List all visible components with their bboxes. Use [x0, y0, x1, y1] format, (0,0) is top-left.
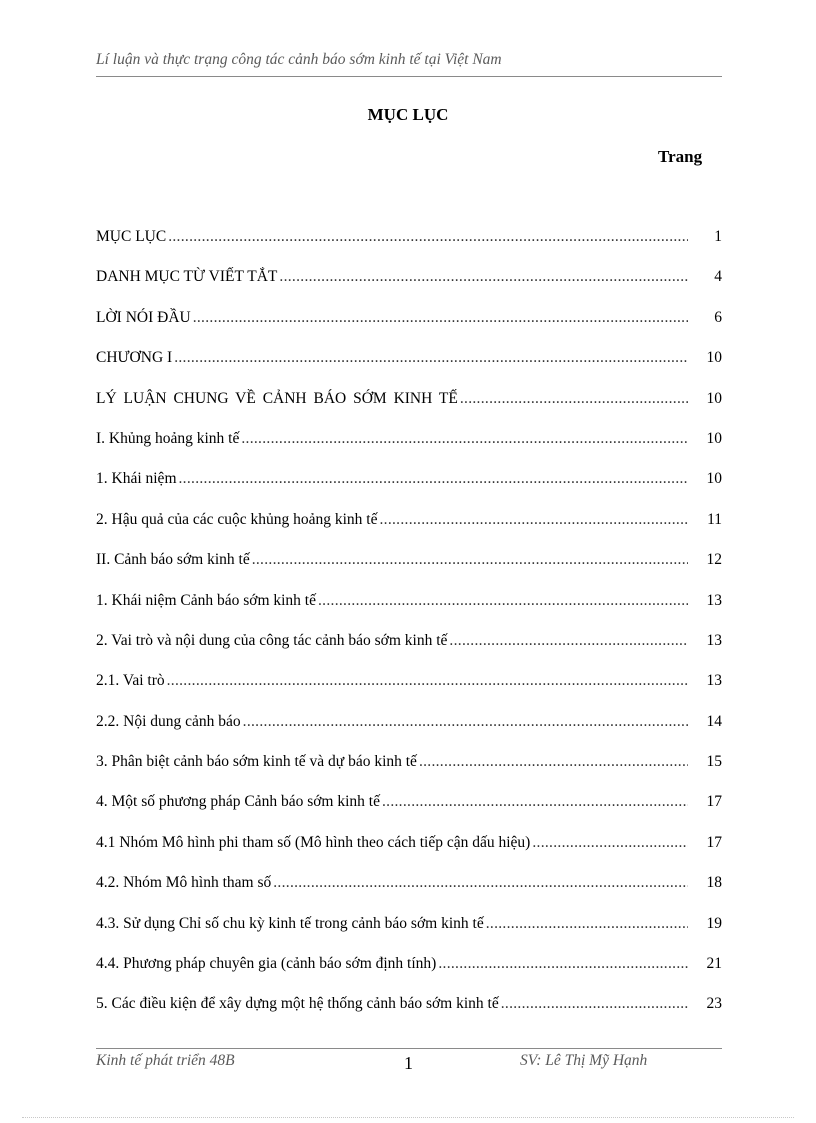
- toc-entry-page: 10: [706, 349, 722, 367]
- toc-leader-dots: [379, 511, 688, 529]
- footer-divider: [96, 1048, 722, 1049]
- toc-entry-page: 10: [706, 389, 722, 407]
- footer-course: Kinh tế phát triển 48B: [96, 1052, 235, 1069]
- toc-entry[interactable]: [96, 268, 722, 308]
- toc-entry-label: DANH MỤC TỪ VIẾT TẮT: [96, 268, 278, 286]
- toc-entry[interactable]: [96, 309, 722, 349]
- toc-leader-dots: [243, 713, 688, 731]
- toc-entry-label: CHƯƠNG I: [96, 349, 173, 367]
- toc-leader-dots: [167, 672, 688, 690]
- toc-entry-label: 4.2. Nhóm Mô hình tham số: [96, 874, 272, 892]
- toc-leader-dots: [419, 753, 688, 771]
- toc-entry[interactable]: [96, 672, 722, 712]
- toc-leader-dots: [279, 268, 688, 286]
- toc-entry[interactable]: [96, 915, 722, 955]
- toc-leader-dots: [168, 228, 688, 246]
- toc-leader-dots: [273, 874, 688, 892]
- toc-entry-label: 4.3. Sử dụng Chỉ số chu kỳ kinh tế trong cảnh báo sớm kinh tế: [96, 914, 484, 932]
- toc-entry[interactable]: [96, 955, 722, 995]
- toc-entry-page: 1: [714, 228, 722, 245]
- toc-entry-label: 4.1 Nhóm Mô hình phi tham số (Mô hình theo cách tiếp cận dấu hiệu): [96, 833, 531, 851]
- toc-entry-label: 2. Hậu quả của các cuộc khủng hoảng kinh tế: [96, 510, 378, 528]
- toc-entry-page: 17: [706, 833, 722, 851]
- toc-entry[interactable]: [96, 349, 722, 389]
- toc-entry-label: 4.4. Phương pháp chuyên gia (cảnh báo sớm định tính): [96, 955, 437, 973]
- toc-entry[interactable]: [96, 874, 722, 914]
- toc-entry-label: I. Khủng hoảng kinh tế: [96, 429, 240, 447]
- page-column-label: Trang: [658, 147, 703, 166]
- toc-entry[interactable]: [96, 753, 722, 793]
- toc-entry-page: 14: [706, 712, 722, 730]
- toc-entry-page: 13: [706, 631, 722, 649]
- table-of-contents: [96, 228, 722, 1036]
- toc-entry-page: 12: [706, 551, 722, 569]
- toc-leader-dots: [193, 309, 688, 327]
- toc-entry-page: 18: [706, 874, 722, 892]
- toc-entry-page: 6: [714, 308, 722, 326]
- toc-entry-label: 1. Khái niệm Cảnh báo sớm kinh tế: [96, 591, 316, 609]
- page-edge-dotted-line: [22, 1117, 794, 1118]
- toc-entry-label: 4. Một số phương pháp Cảnh báo sớm kinh tế: [96, 793, 380, 811]
- toc-entry-label: II. Cảnh báo sớm kinh tế: [96, 551, 250, 569]
- toc-leader-dots: [449, 632, 688, 650]
- toc-entry-label: 2.2. Nội dung cảnh báo: [96, 712, 241, 730]
- toc-entry[interactable]: [96, 390, 722, 430]
- header-divider: [96, 76, 722, 77]
- page-title: MỤC LỤC: [367, 105, 449, 124]
- running-header: Lí luận và thực trạng công tác cảnh báo sớm kinh tế tại Việt Nam: [96, 51, 502, 68]
- toc-entry-label: LỜI NÓI ĐẦU: [96, 308, 191, 326]
- toc-entry-page: 23: [706, 995, 722, 1013]
- toc-entry-page: 15: [706, 753, 722, 771]
- toc-entry[interactable]: [96, 713, 722, 753]
- toc-entry-label: 1. Khái niệm: [96, 470, 177, 488]
- toc-entry[interactable]: [96, 511, 722, 551]
- toc-entry-page: 21: [706, 955, 722, 973]
- toc-leader-dots: [460, 390, 688, 408]
- toc-entry-label: 2. Vai trò và nội dung của công tác cảnh báo sớm kinh tế: [96, 631, 448, 649]
- toc-leader-dots: [174, 349, 688, 367]
- toc-leader-dots: [501, 995, 688, 1013]
- toc-leader-dots: [438, 955, 688, 973]
- toc-entry-label: MỤC LỤC: [96, 228, 167, 245]
- toc-entry-page: 13: [706, 591, 722, 609]
- toc-leader-dots: [241, 430, 688, 448]
- toc-leader-dots: [318, 592, 688, 610]
- toc-entry-page: 10: [706, 470, 722, 488]
- footer-author: SV: Lê Thị Mỹ Hạnh: [520, 1052, 648, 1069]
- toc-entry[interactable]: [96, 592, 722, 632]
- toc-entry[interactable]: [96, 632, 722, 672]
- toc-entry-label: 2.1. Vai trò: [96, 672, 165, 690]
- toc-entry[interactable]: [96, 470, 722, 510]
- toc-entry-page: 10: [706, 429, 722, 447]
- toc-entry-page: 11: [707, 510, 722, 528]
- page-number: 1: [404, 1053, 413, 1073]
- toc-entry[interactable]: [96, 995, 722, 1035]
- toc-entry-page: 4: [714, 268, 722, 286]
- toc-entry[interactable]: [96, 228, 722, 268]
- toc-leader-dots: [252, 551, 688, 569]
- toc-entry-page: 17: [706, 793, 722, 811]
- toc-entry-page: 19: [706, 914, 722, 932]
- toc-entry[interactable]: [96, 430, 722, 470]
- toc-entry[interactable]: [96, 834, 722, 874]
- toc-entry-label: LÝ LUẬN CHUNG VỀ CẢNH BÁO SỚM KINH TẾ: [96, 389, 458, 407]
- toc-leader-dots: [532, 834, 688, 852]
- toc-leader-dots: [179, 470, 689, 488]
- toc-leader-dots: [382, 793, 688, 811]
- toc-entry-page: 13: [706, 672, 722, 690]
- toc-leader-dots: [486, 915, 688, 933]
- toc-entry[interactable]: [96, 551, 722, 591]
- toc-entry[interactable]: [96, 793, 722, 833]
- toc-entry-label: 3. Phân biệt cảnh báo sớm kinh tế và dự báo kinh tế: [96, 753, 417, 771]
- toc-entry-label: 5. Các điều kiện để xây dựng một hệ thống cảnh báo sớm kinh tế: [96, 995, 499, 1013]
